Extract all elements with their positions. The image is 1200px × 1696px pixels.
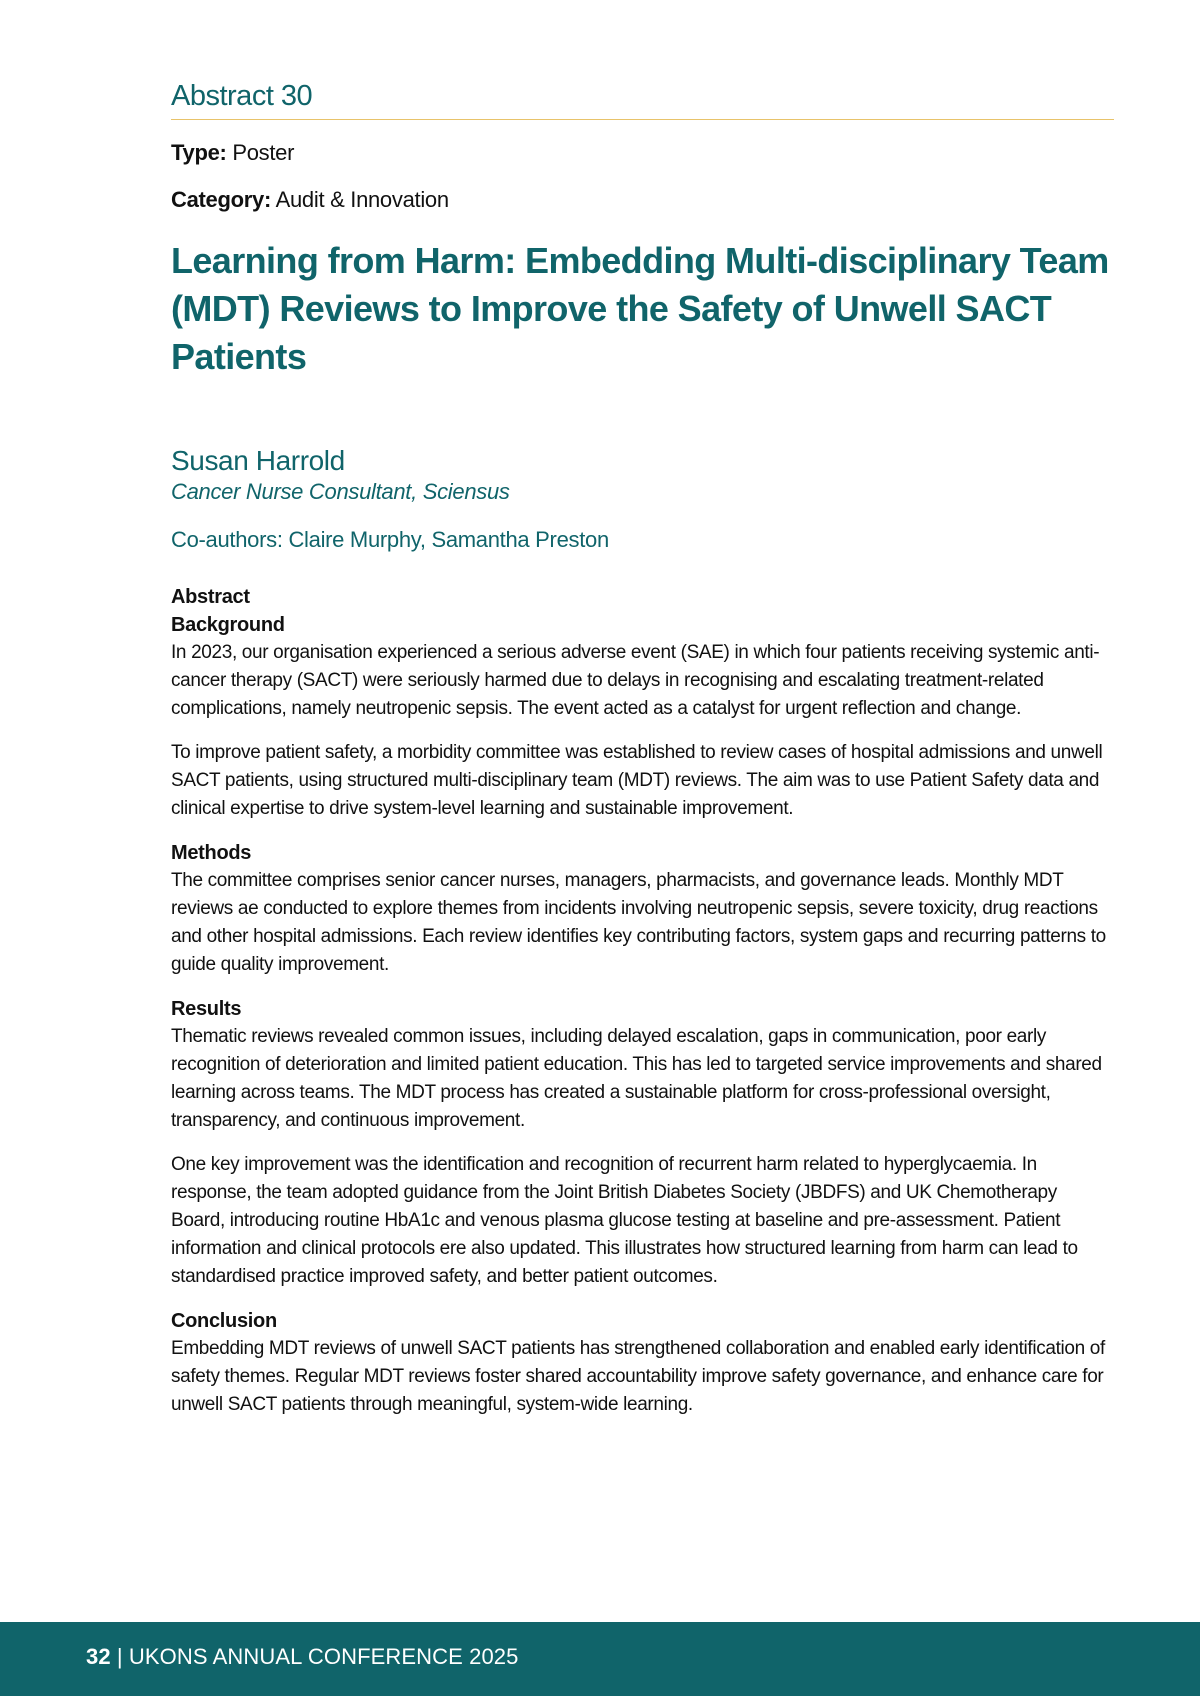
abstract-body	[171, 583, 1114, 1419]
conference-name: UKONS ANNUAL CONFERENCE 2025	[128, 1644, 519, 1669]
background-paragraph-1: In 2023, our organisation experienced a serious adverse event (SAE) in which four patients receiving systemic anti-cancer therapy (SACT) were seriously harmed due to delays in recognising and escalating treatment-related complications, namely neutropenic sepsis. The event acted as a catalyst for urgent reflection and change.	[171, 642, 1100, 719]
page-number: 32	[86, 1644, 111, 1669]
abstract-number: Abstract 30	[171, 76, 1114, 120]
type-label: Type:	[171, 140, 227, 165]
type-value: Poster	[232, 140, 295, 165]
category-label: Category:	[171, 187, 271, 212]
category-line	[171, 186, 1114, 214]
category-value: Audit & Innovation	[275, 187, 449, 212]
footer-text	[86, 1642, 518, 1672]
abstract-title: Learning from Harm: Embedding Multi-disciplinary Team (MDT) Reviews to Improve the Safety of Unwell SACT Patients	[171, 240, 1109, 377]
background-paragraph-2: To improve patient safety, a morbidity committee was established to review cases of hospital admissions and unwell SACT patients, using structured multi-disciplinary team (MDT) reviews. The aim was to use Patient Safety data and clinical expertise to drive system-level learning and sustainable improvement.	[171, 742, 1103, 819]
methods-paragraph: The committee comprises senior cancer nurses, managers, pharmacists, and governance leads. Monthly MDT reviews ae conducted to explore themes from incidents involving neutropenic sepsis, severe toxicity, drug reactions and other hospital admissions. Each review identifies key contributing factors, system gaps and recurring patterns to guide quality improvement.	[171, 870, 1106, 975]
author-name: Susan Harrold	[171, 445, 345, 476]
coauthors: Co-authors: Claire Murphy, Samantha Preston	[171, 527, 609, 552]
background-heading: Background	[171, 614, 285, 636]
results-paragraph-1: Thematic reviews revealed common issues, including delayed escalation, gaps in communication, poor early recognition of deterioration and limited patient education. This has led to targeted service improvements and shared learning across teams. The MDT process has created a sustainable platform for cross-professional oversight, transparency, and continuous improvement.	[171, 1026, 1102, 1131]
type-line	[171, 139, 1114, 167]
abstract-page	[171, 76, 1114, 1419]
abstract-heading: Abstract	[171, 586, 250, 608]
footer-separator: |	[110, 1644, 129, 1669]
conclusion-heading: Conclusion	[171, 1310, 277, 1332]
results-paragraph-2: One key improvement was the identification and recognition of recurrent harm related to hyperglycaemia. In response, the team adopted guidance from the Joint British Diabetes Society (JBDFS) and UK Chemotherapy Board, introducing routine HbA1c and venous plasma glucose testing at baseline and pre-assessment. Patient information and clinical protocols ere also updated. This illustrates how structured learning from harm can lead to standardised practice improved safety, and better patient outcomes.	[171, 1154, 1078, 1287]
methods-heading: Methods	[171, 842, 252, 864]
results-heading: Results	[171, 998, 242, 1020]
author-role: Cancer Nurse Consultant, Sciensus	[171, 479, 510, 504]
page-footer	[0, 1622, 1200, 1696]
conclusion-paragraph: Embedding MDT reviews of unwell SACT patients has strengthened collaboration and enabled early identification of safety themes. Regular MDT reviews foster shared accountability improve safety governance, and enhance care for unwell SACT patients through meaningful, system-wide learning.	[171, 1338, 1105, 1415]
